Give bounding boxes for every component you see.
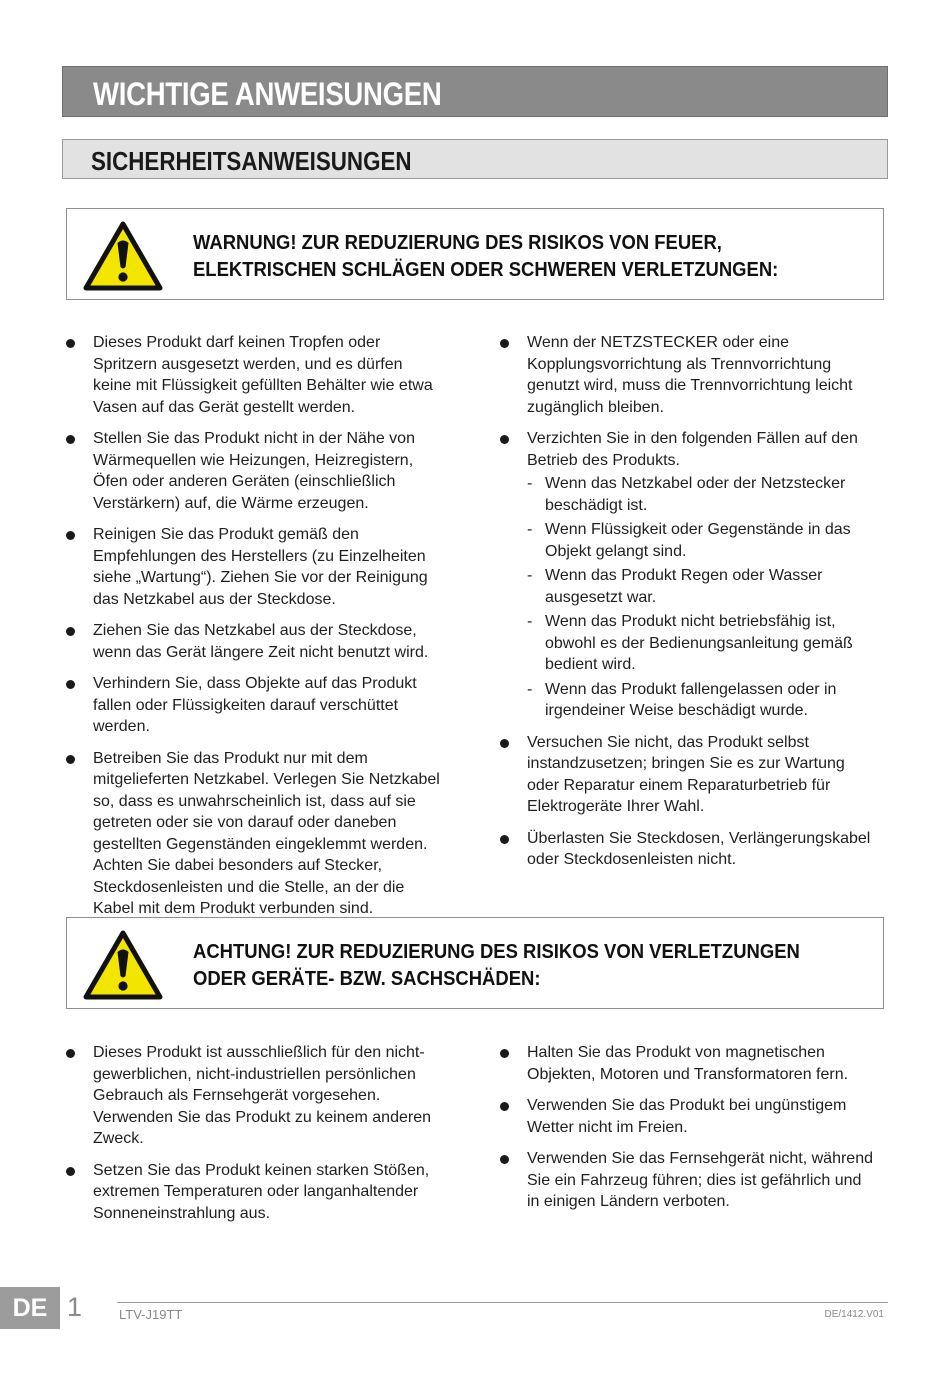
section-banner [62,139,888,179]
list-item: Ziehen Sie das Netzkabel aus der Steckdose, wenn das Gerät längere Zeit nicht benutzt wird. [66,620,441,663]
list-item: Verwenden Sie das Produkt bei ungünstigem Wetter nicht im Freien. [500,1095,875,1138]
warning-triangle-icon [83,221,163,291]
list-item: Verhindern Sie, dass Objekte auf das Produkt fallen oder Flüssigkeiten darauf verschüttet werden. [66,673,441,738]
section-title: SICHERHEITSANWEISUNGEN [91,146,412,176]
model-number: LTV-J19TT [119,1307,183,1322]
warning-line-2: ELEKTRISCHEN SCHLÄGEN ODER SCHWEREN VERLETZUNGEN: [193,258,779,281]
page-title: WICHTIGE ANWEISUNGEN [93,76,442,112]
caution-heading [193,938,805,992]
warning-line-1: WARNUNG! ZUR REDUZIERUNG DES RISIKOS VON FEUER, [193,231,722,254]
language-tab: DE [0,1287,60,1329]
warning-right-column [500,332,875,881]
warning-left-column [66,332,441,930]
footer-divider [117,1302,888,1303]
list-item: Halten Sie das Produkt von magnetischen Objekten, Motoren und Transformatoren fern. [500,1042,875,1085]
sub-list-item: - Wenn das Produkt nicht betriebsfähig ist, obwohl es der Bedienungsanleitung gemäß bedient wird. [527,611,875,676]
list-item: Dieses Produkt darf keinen Tropfen oder Spritzern ausgesetzt werden, und es dürfen keine mit Flüssigkeit gefüllten Behälter wie etwa Vasen auf das Gerät gestellt werden. [66,332,441,418]
list-item: Überlasten Sie Steckdosen, Verlängerungskabel oder Steckdosenleisten nicht. [500,828,875,871]
list-item: Wenn der NETZSTECKER oder eine Kopplungsvorrichtung als Trennvorrichtung genutzt wird, muss die Trennvorrichtung leicht zugänglich bleiben. [500,332,875,418]
sub-list [527,473,875,722]
caution-left-column [66,1042,441,1234]
list-item: Reinigen Sie das Produkt gemäß den Empfehlungen des Herstellers (zu Einzelheiten siehe „Wartung“). Ziehen Sie vor der Reinigung das Netzkabel aus der Steckdose. [66,524,441,610]
warning-box [66,208,884,300]
caution-right-column [500,1042,875,1223]
list-item: Setzen Sie das Produkt keinen starken Stößen, extremen Temperaturen oder langanhaltender Sonneneinstrahlung aus. [66,1160,441,1225]
page-number: 1 [67,1292,83,1322]
caution-box [66,917,884,1009]
list-item: Versuchen Sie nicht, das Produkt selbst instandzusetzen; bringen Sie es zur Wartung oder Reparatur einem Reparaturbetrieb für Elektrogeräte Ihrer Wahl. [500,732,875,818]
sub-list-item: - Wenn das Netzkabel oder der Netzstecker beschädigt ist. [527,473,875,516]
sub-list-item: - Wenn das Produkt fallengelassen oder in irgendeiner Weise beschädigt wurde. [527,679,875,722]
list-item: Dieses Produkt ist ausschließlich für den nicht-gewerblichen, nicht-industriellen persönlichen Gebrauch als Fernsehgerät vorgesehen. Verwenden Sie das Produkt zu keinem anderen Zweck. [66,1042,441,1150]
caution-line-2: ODER GERÄTE- BZW. SACHSCHÄDEN: [193,967,541,990]
list-item: Betreiben Sie das Produkt nur mit dem mitgelieferten Netzkabel. Verlegen Sie Netzkabel so, dass es unwahrscheinlich ist, dass auf sie getreten oder sie von darauf oder daneben gestellten Gegenständen eingeklemmt werden. Achten Sie dabei besonders auf Stecker, Steckdosenleisten und die Stelle, an der die Kabel mit dem Produkt verbunden sind. [66,748,441,920]
sub-list-item: - Wenn Flüssigkeit oder Gegenstände in das Objekt gelangt sind. [527,519,875,562]
sub-list-item: - Wenn das Produkt Regen oder Wasser ausgesetzt war. [527,565,875,608]
caution-line-1: ACHTUNG! ZUR REDUZIERUNG DES RISIKOS VON VERLETZUNGEN [193,940,800,963]
list-item: Verwenden Sie das Fernsehgerät nicht, während Sie ein Fahrzeug führen; dies ist gefährlich und in einigen Ländern verboten. [500,1148,875,1213]
warning-heading [193,229,805,283]
document-code: DE/1412.V01 [824,1309,884,1320]
warning-triangle-icon [83,930,163,1000]
title-banner [62,66,888,117]
list-item: Stellen Sie das Produkt nicht in der Nähe von Wärmequellen wie Heizungen, Heizregistern, Öfen oder anderen Geräten (einschließlich Verstärkern) auf, die Wärme erzeugen. [66,428,441,514]
list-item: Verzichten Sie in den folgenden Fällen auf den Betrieb des Produkts. - Wenn das Netzkabel oder der Netzstecker beschädigt ist. - Wenn Flüssigkeit oder Gegenstände in das Objekt gelangt sind. - Wenn das Produkt Regen oder Wasser ausgesetzt war. - Wenn das Produkt nicht betriebsfähig ist, obwohl es der Bedienungsanleitung gemäß bedient wird. - Wenn das Produkt fallengelassen oder in irgendeiner Weise beschädigt wurde. [500,428,875,722]
